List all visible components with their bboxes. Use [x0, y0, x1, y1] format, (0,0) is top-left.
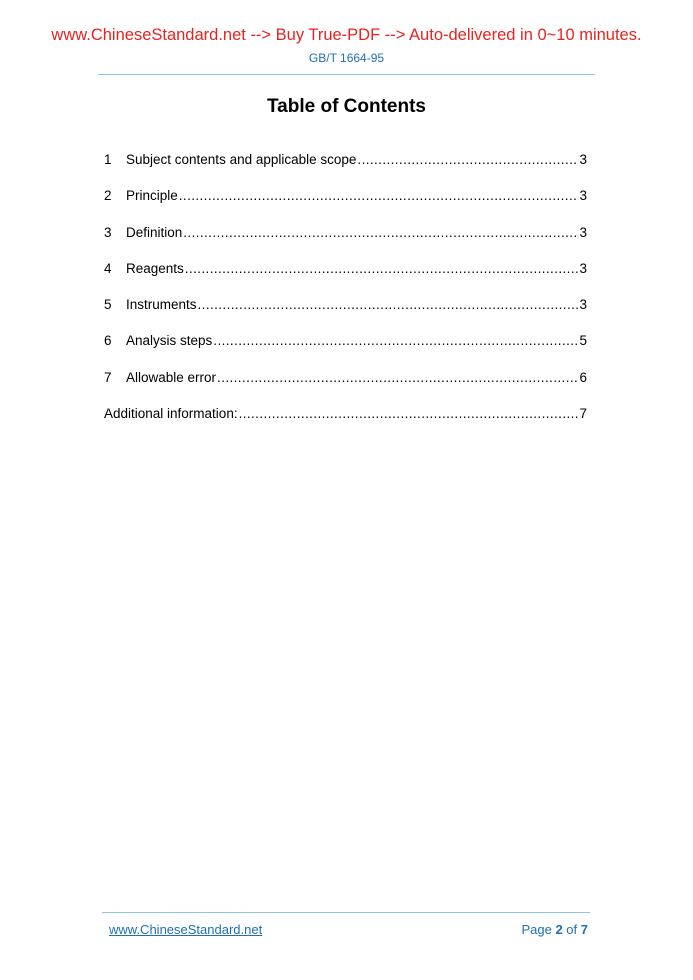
toc-entry-label: Definition [126, 224, 183, 240]
toc-entry-page: 3 [579, 297, 587, 313]
toc-dot-leader [357, 152, 578, 167]
toc-entry-page: 3 [579, 224, 587, 240]
toc-entry-2[interactable] [104, 188, 587, 224]
toc-entry-1[interactable] [104, 152, 587, 188]
toc-entry-page: 3 [579, 188, 587, 204]
toc-entry-number: 6 [104, 333, 112, 349]
toc-entry-additional-information[interactable] [104, 406, 587, 442]
toc-entry-number: 2 [104, 188, 112, 204]
toc-entry-label: Principle [126, 188, 178, 204]
toc-entry-number: 4 [104, 260, 112, 276]
toc-entry-label: Additional information: [104, 406, 238, 422]
table-of-contents [104, 152, 587, 442]
page-prefix: Page [521, 922, 556, 937]
header-divider [98, 74, 595, 75]
toc-entry-page: 6 [579, 369, 587, 385]
footer-website-link[interactable]: www.ChineseStandard.net [109, 922, 263, 937]
page-number [521, 922, 588, 937]
toc-entry-label: Allowable error [126, 369, 217, 385]
page-total: 7 [580, 922, 588, 937]
toc-entry-number: 5 [104, 297, 112, 313]
toc-dot-leader [239, 406, 579, 421]
toc-dot-leader [183, 225, 578, 240]
toc-entry-label: Instruments [126, 297, 197, 313]
toc-entry-5[interactable] [104, 297, 587, 333]
toc-entry-number: 3 [104, 224, 112, 240]
toc-entry-4[interactable] [104, 261, 587, 297]
toc-dot-leader [213, 333, 578, 348]
purchase-banner: www.ChineseStandard.net --> Buy True-PDF --> Auto-delivered in 0~10 minutes. [51, 26, 642, 44]
toc-entry-label: Analysis steps [126, 333, 213, 349]
toc-entry-6[interactable] [104, 333, 587, 369]
toc-dot-leader [198, 297, 579, 312]
toc-entry-page: 7 [579, 406, 587, 422]
page-current: 2 [555, 922, 563, 937]
document-code: GB/T 1664-95 [308, 51, 385, 65]
toc-dot-leader [185, 261, 579, 276]
toc-entry-label: Reagents [126, 260, 184, 276]
toc-dot-leader [217, 370, 578, 385]
toc-entry-page: 3 [579, 152, 587, 167]
toc-dot-leader [179, 188, 579, 203]
page-of: of [562, 922, 581, 937]
toc-entry-number: 1 [104, 152, 112, 167]
toc-entry-label: Subject contents and applicable scope [126, 152, 357, 167]
toc-entry-7[interactable] [104, 370, 587, 406]
toc-entry-page: 3 [579, 260, 587, 276]
page-title: Table of Contents [266, 96, 427, 117]
toc-entry-page: 5 [579, 333, 587, 349]
footer-divider [102, 912, 590, 913]
toc-entry-number: 7 [104, 369, 112, 385]
toc-entry-3[interactable] [104, 225, 587, 261]
